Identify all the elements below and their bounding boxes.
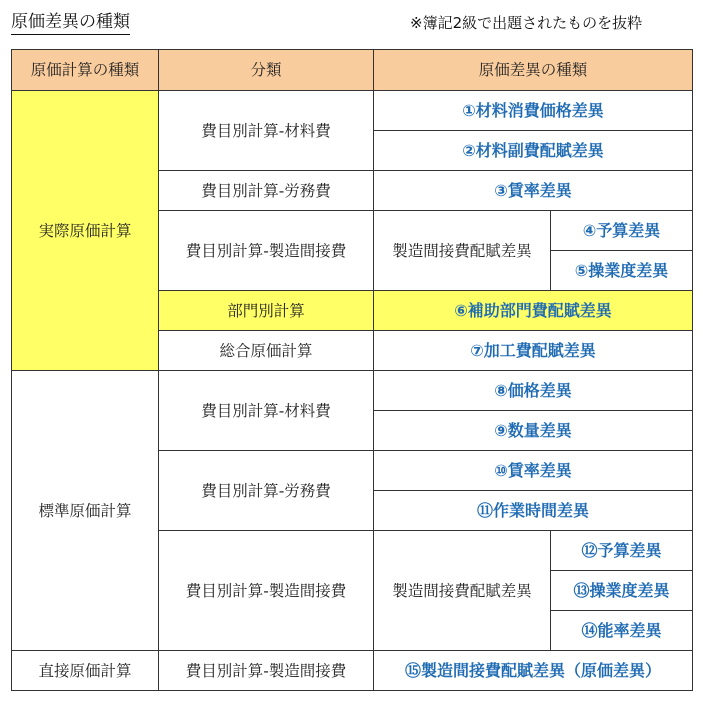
variance-cell: ⑫予算差異 bbox=[551, 531, 693, 571]
variance-cell: ⑪作業時間差異 bbox=[374, 491, 693, 531]
variance-cell: ⑦加工費配賦差異 bbox=[374, 331, 693, 371]
classification-cell: 費目別計算-材料費 bbox=[159, 371, 374, 451]
sub-variance-cell: 製造間接費配賦差異 bbox=[374, 211, 551, 291]
cost-type-actual: 実際原価計算 bbox=[12, 91, 159, 371]
classification-cell: 費目別計算-製造間接費 bbox=[159, 531, 374, 651]
classification-cell: 総合原価計算 bbox=[159, 331, 374, 371]
table-row bbox=[12, 91, 693, 131]
header-classification: 分類 bbox=[159, 50, 374, 91]
cost-type-direct: 直接原価計算 bbox=[12, 651, 159, 691]
classification-cell: 費目別計算-労務費 bbox=[159, 171, 374, 211]
source-note: ※簿記2級で出題されたものを抜粋 bbox=[410, 14, 643, 32]
variance-cell: ④予算差異 bbox=[551, 211, 693, 251]
variance-cell: ⑬操業度差異 bbox=[551, 571, 693, 611]
classification-cell: 費目別計算-労務費 bbox=[159, 451, 374, 531]
table-row bbox=[12, 651, 693, 691]
header-variance-type: 原価差異の種類 bbox=[374, 50, 693, 91]
cost-type-standard: 標準原価計算 bbox=[12, 371, 159, 651]
variance-cell: ⑩賃率差異 bbox=[374, 451, 693, 491]
variance-cell: ⑥補助部門費配賦差異 bbox=[374, 291, 693, 331]
classification-cell: 部門別計算 bbox=[159, 291, 374, 331]
variance-cell: ⑤操業度差異 bbox=[551, 251, 693, 291]
variance-table bbox=[11, 49, 693, 691]
variance-cell: ⑨数量差異 bbox=[374, 411, 693, 451]
variance-cell: ⑮製造間接費配賦差異（原価差異） bbox=[374, 651, 693, 691]
variance-cell: ⑧価格差異 bbox=[374, 371, 693, 411]
variance-cell: ③賃率差異 bbox=[374, 171, 693, 211]
page-title: 原価差異の種類 bbox=[11, 11, 130, 35]
classification-cell: 費目別計算-製造間接費 bbox=[159, 651, 374, 691]
table-row bbox=[12, 371, 693, 411]
classification-cell: 費目別計算-製造間接費 bbox=[159, 211, 374, 291]
variance-cell: ①材料消費価格差異 bbox=[374, 91, 693, 131]
variance-cell: ②材料副費配賦差異 bbox=[374, 131, 693, 171]
sub-variance-cell: 製造間接費配賦差異 bbox=[374, 531, 551, 651]
header-row bbox=[12, 50, 693, 91]
classification-cell: 費目別計算-材料費 bbox=[159, 91, 374, 171]
header-cost-type: 原価計算の種類 bbox=[12, 50, 159, 91]
variance-cell: ⑭能率差異 bbox=[551, 611, 693, 651]
